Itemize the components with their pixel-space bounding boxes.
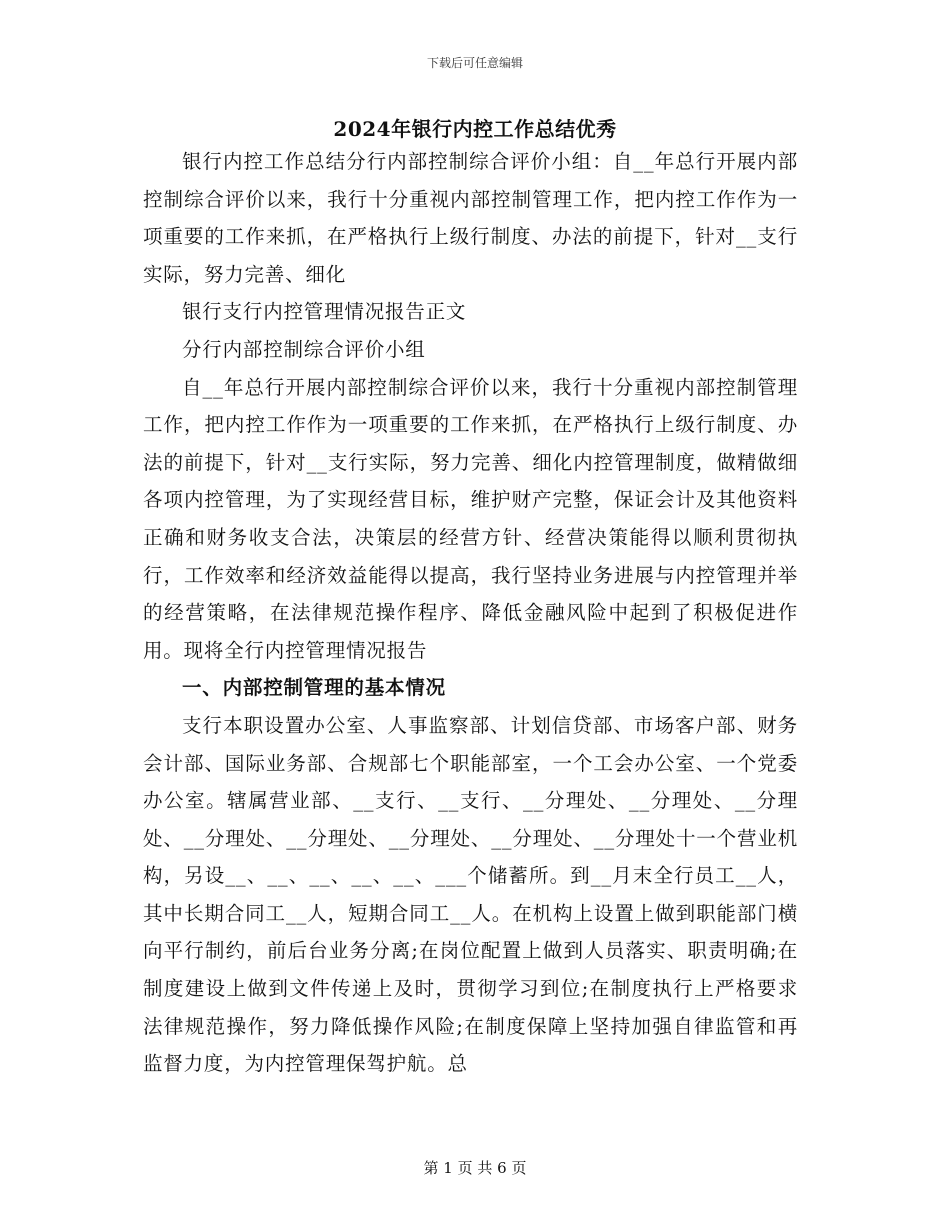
document-title: 2024年银行内控工作总结优秀	[333, 117, 617, 141]
recipient-line: 分行内部控制综合评价小组	[182, 337, 426, 361]
intro-paragraph: 银行内控工作总结分行内部控制综合评价小组：自__年总行开展内部控制综合评价以来，我行十分重视内部控制管理工作，把内控工作作为一项重要的工作来抓，在严格执行上级行制度、办法的前提下，针对__支行实际，努力完善、细化	[143, 150, 798, 286]
document-body	[143, 143, 798, 1083]
report-subtitle: 银行支行内控管理情况报告正文	[182, 300, 467, 324]
section-heading: 一、内部控制管理的基本情况	[182, 676, 446, 700]
body-paragraph: 自__年总行开展内部控制综合评价以来，我行十分重视内部控制管理工作，把内控工作作为一项重要的工作来抓，在严格执行上级行制度、办法的前提下，针对__支行实际，努力完善、细化内控管理制度，做精做细各项内控管理，为了实现经营目标，维护财产完整，保证会计及其他资料正确和财务收支合法，决策层的经营方针、经营决策能得以顺利贯彻执行，工作效率和经济效益能得以提高，我行坚持业务进展与内控管理并举的经营策略，在法律规范操作程序、降低金融风险中起到了积极促进作用。现将全行内控管理情况报告	[143, 375, 798, 662]
page-number: 第 1 页 共 6 页	[423, 1159, 527, 1177]
header-note: 下载后可任意编辑	[426, 56, 523, 70]
body-paragraph: 支行本职设置办公室、人事监察部、计划信贷部、市场客户部、财务会计部、国际业务部、合规部七个职能部室，一个工会办公室、一个党委办公室。辖属营业部、__支行、__支行、__分理处、__分理处、__分理处、__分理处、__分理处、__分理处、__分理处、__分理处十一个营业机构，另设__、__、__、__、__、___个储蓄所。到__月末全行员工__人，其中长期合同工__人，短期合同工__人。在机构上设置上做到职能部门横向平行制约，前后台业务分离;在岗位配置上做到人员落实、职责明确;在制度建设上做到文件传递上及时，贯彻学习到位;在制度执行上严格要求法律规范操作，努力降低操作风险;在制度保障上坚持加强自律监管和再监督力度，为内控管理保驾护航。总	[143, 713, 798, 1076]
